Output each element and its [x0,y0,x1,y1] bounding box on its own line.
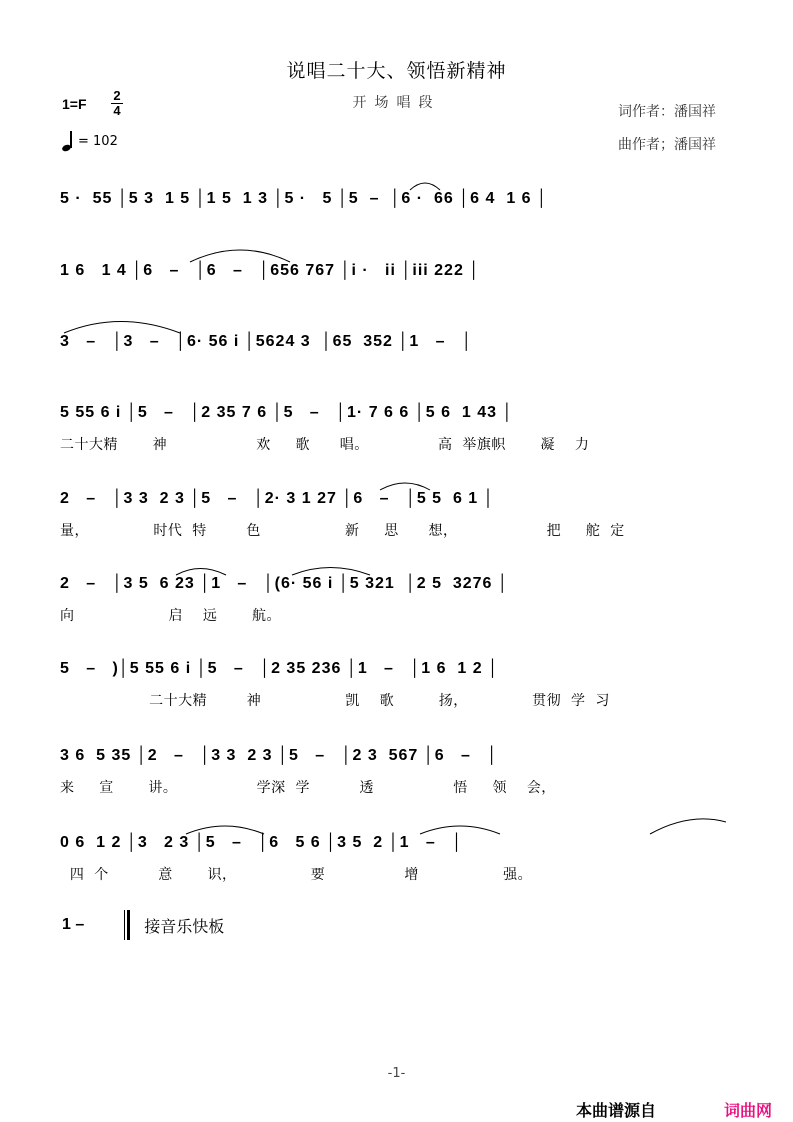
lyricist-credit: 词作者：潘国祥 [618,104,716,120]
slur-arc [650,819,726,834]
notation-line-5: 2 – │3 3 2 3 │5 – │2· 3 1 27 │6 – │5 5 6 1 │ [60,490,495,507]
song-subtitle: 开场唱段 [352,95,441,111]
slur-arc [420,826,500,834]
key-signature: 1=F [62,96,87,112]
lyrics-line-4: 二十大精 神 欢 歌 唱。 高 举旗帜 凝 力 [60,437,590,453]
slur-arc [190,250,290,262]
brand-watermark[interactable]: 词曲网 [724,1101,773,1120]
slur-arc [186,826,264,834]
notation-line-1: 5 · 55 │5 3 1 5 │1 5 1 3 │5 · 5 │5 – │6 · 66 │6 4 1 6 │ [60,190,548,207]
notation-line-6: 2 – │3 5 6 23 │1 – │(6· 56 i │5 321 │2 5 3276 │ [60,575,509,592]
lyrics-line-7: 二十大精 神 凯 歌 扬， 贯彻 学 习 [60,693,610,709]
slur-arc [292,568,370,576]
page-number: -1- [387,1066,406,1081]
song-title: 说唱二十大、领悟新精神 [286,60,507,82]
notation-line-9: 0 6 1 2 │3 2 3 │5 – │6 5 6 │3 5 2 │1 – │ [60,834,464,851]
source-label: 本曲谱源自 [576,1101,657,1120]
ending-direction: 接音乐快板 [144,916,225,936]
slur-arc [410,183,440,190]
composer-credit: 曲作者；潘国祥 [618,137,716,153]
notation-line-2: 1 6 1 4 │6 – │6 – │656 767 │i · ii │iii 222 │ [60,262,481,279]
notation-line-3: 3 – │3 – │6· 56 i │5624 3 │65 352 │1 – │ [60,333,473,350]
slur-arc [64,322,180,334]
lyrics-line-8: 来 宣 讲。 学深 学 透 悟 领 会， [60,780,556,796]
lyrics-line-5: 量， 时代 特 色 新 思 想， 把 舵 定 [60,523,625,539]
lyrics-line-9: 四 个 意 识， 要 增 强。 [60,867,533,883]
slur-arc [380,483,430,490]
time-signature-bottom: 4 [113,103,121,118]
time-signature-top: 2 [113,88,121,103]
slur-arc [176,569,226,576]
notation-line-4: 5 55 6 i │5 – │2 35 7 6 │5 – │1· 7 6 6 │5 6 1 43 │ [60,404,514,421]
tempo-value: = 102 [78,133,118,149]
final-barline [124,910,130,940]
notation-line-8: 3 6 5 35 │2 – │3 3 2 3 │5 – │2 3 567 │6 – │ [60,747,499,764]
notation-line-7: 5 – )│5 55 6 i │5 – │2 35 236 │1 – │1 6 1 2 │ [60,660,500,677]
lyrics-line-6: 向 启 远 航。 [60,608,282,624]
ending-notation: 1 – [62,916,85,933]
ending-line [62,910,224,940]
